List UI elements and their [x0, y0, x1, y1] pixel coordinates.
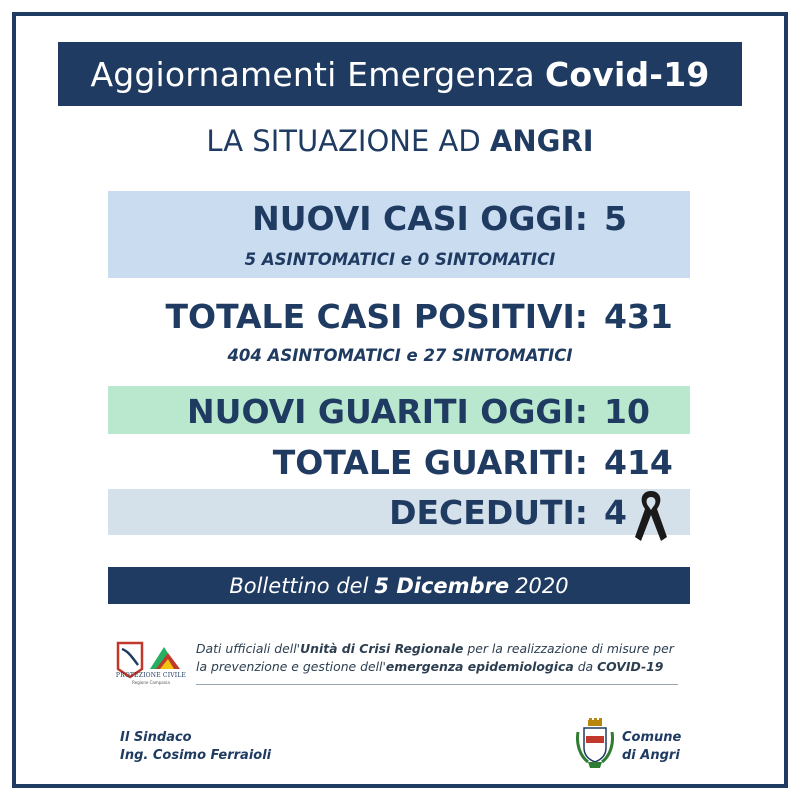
- new-cases-value: 5: [604, 199, 627, 238]
- bulletin-prefix: Bollettino del: [229, 573, 369, 598]
- total-recovered-label: TOTALE GUARITI:: [272, 443, 588, 482]
- subtitle-city: ANGRI: [489, 124, 594, 158]
- title-banner: [58, 42, 742, 106]
- new-cases-row: [0, 199, 800, 249]
- subtitle: [0, 124, 800, 158]
- bulletin-year: 2020: [515, 573, 569, 598]
- regione-label: Regione Campania: [132, 680, 170, 685]
- new-cases-sym-text: SINTOMATICI: [429, 250, 556, 269]
- total-cases-label: TOTALE CASI POSITIVI:: [165, 297, 588, 336]
- new-cases-detail: [0, 250, 800, 269]
- protezione-civile-label: PROTEZIONE CIVILE: [115, 672, 187, 679]
- total-recovered-value: 414: [604, 443, 673, 482]
- disclaimer-l2b: emergenza epidemiologica: [385, 659, 574, 674]
- total-cases-asym-count: 404: [227, 346, 262, 365]
- bulletin-date: 5 Dicembre: [374, 573, 510, 598]
- black-mourning-ribbon-icon: [631, 485, 671, 545]
- deaths-row: [0, 493, 800, 543]
- new-cases-label: NUOVI CASI OGGI:: [252, 199, 588, 238]
- total-cases-asym-text: ASINTOMATICI e: [261, 346, 424, 365]
- total-recovered-row: [0, 443, 800, 493]
- mayor-signature: [120, 729, 271, 765]
- total-cases-sym-text: SINTOMATICI: [446, 346, 573, 365]
- disclaimer-l2d: COVID-19: [597, 659, 664, 674]
- total-cases-value: 431: [604, 297, 673, 336]
- comune-line2: di Angri: [622, 748, 680, 763]
- comune-label: [622, 729, 681, 765]
- total-cases-row: [0, 297, 800, 347]
- disclaimer-l2a: la prevenzione e gestione dell': [196, 659, 386, 674]
- new-cases-asym-text: ASINTOMATICI e: [256, 250, 418, 269]
- deaths-value: 4: [604, 493, 627, 532]
- disclaimer-text: [196, 640, 696, 676]
- mayor-role: Il Sindaco: [120, 730, 192, 745]
- deaths-label: DECEDUTI:: [389, 493, 588, 532]
- comune-line1: Comune: [622, 730, 682, 745]
- new-cases-sym-count: 0: [417, 250, 430, 269]
- total-cases-detail: [0, 346, 800, 365]
- new-recovered-value: 10: [604, 392, 650, 431]
- title-light: Aggiornamenti Emergenza: [90, 54, 535, 94]
- new-recovered-row: [0, 392, 800, 442]
- mayor-name: Ing. Cosimo Ferraioli: [120, 748, 272, 763]
- total-cases-sym-count: 27: [423, 346, 447, 365]
- disclaimer-l1b: Unità di Crisi Regionale: [300, 641, 464, 656]
- new-cases-asym-count: 5: [244, 250, 257, 269]
- disclaimer-l2c: da: [573, 659, 598, 674]
- comune-crest-icon: [574, 718, 616, 770]
- disclaimer-l1a: Dati ufficiali dell': [196, 641, 301, 656]
- disclaimer-l1c: per la realizzazione di misure per: [463, 641, 674, 656]
- disclaimer-divider: [196, 684, 678, 685]
- title-bold: Covid-19: [544, 54, 710, 94]
- new-recovered-label: NUOVI GUARITI OGGI:: [187, 392, 588, 431]
- subtitle-light: LA SITUAZIONE AD: [206, 124, 481, 158]
- bulletin-bar: [108, 567, 690, 604]
